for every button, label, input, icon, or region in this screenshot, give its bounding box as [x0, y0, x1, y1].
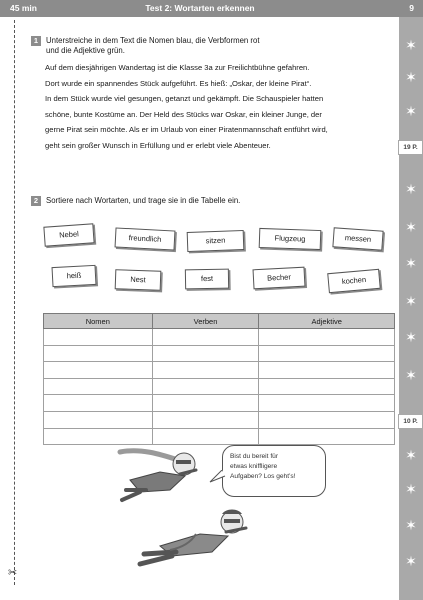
- answer-cell[interactable]: [259, 411, 395, 428]
- table-row: [44, 411, 395, 428]
- cut-line: [14, 20, 15, 585]
- table-row: [44, 345, 395, 362]
- star-icon: ✶: [405, 103, 417, 119]
- table-header-row: [44, 314, 395, 329]
- answer-cell[interactable]: [44, 411, 153, 428]
- word-card[interactable]: Nest: [115, 269, 162, 291]
- task2-instruction: Sortiere nach Wortarten, und trage sie in die Tabelle ein.: [46, 196, 241, 205]
- answer-cell[interactable]: [259, 329, 395, 346]
- word-sorting-table: [43, 313, 395, 445]
- story-line: geht sein großer Wunsch in Erfüllung und er erlebt viele Abenteuer.: [45, 140, 271, 150]
- table-row: [44, 362, 395, 379]
- word-card[interactable]: sitzen: [187, 230, 245, 252]
- answer-cell[interactable]: [152, 362, 259, 379]
- answer-cell[interactable]: [44, 329, 153, 346]
- star-icon: ✶: [405, 255, 417, 271]
- page-title: Test 2: Wortarten erkennen: [145, 3, 255, 13]
- star-icon: ✶: [405, 517, 417, 533]
- answer-cell[interactable]: [259, 345, 395, 362]
- star-icon: ✶: [405, 447, 417, 463]
- word-card[interactable]: heiß: [52, 265, 97, 287]
- star-icon: ✶: [405, 219, 417, 235]
- boy-hero-figure: [140, 510, 246, 565]
- task1-number: 1: [31, 36, 41, 46]
- scissors-icon: ✂: [8, 567, 18, 579]
- answer-cell[interactable]: [44, 345, 153, 362]
- table-row: [44, 329, 395, 346]
- bubble-line: Bist du bereit für: [230, 453, 279, 460]
- time-label: 45 min: [10, 3, 37, 13]
- star-icon: ✶: [405, 329, 417, 345]
- speech-bubble-tail: [208, 470, 228, 484]
- word-card[interactable]: fest: [185, 269, 229, 290]
- star-icon: ✶: [405, 181, 417, 197]
- girl-hero-figure: [120, 451, 196, 500]
- answer-cell[interactable]: [44, 378, 153, 395]
- answer-cell[interactable]: [152, 378, 259, 395]
- word-card[interactable]: Flugzeug: [259, 228, 322, 250]
- story-line: In dem Stück wurde viel gesungen, getanzt und gekämpft. Die Schauspieler hatten: [45, 94, 324, 103]
- column-header-nomen: Nomen: [44, 314, 153, 329]
- answer-cell[interactable]: [152, 411, 259, 428]
- story-line: Dort wurde ein spannendes Stück aufgeführt. Es hieß: „Oskar, der kleine Pirat“.: [45, 78, 312, 88]
- answer-cell[interactable]: [259, 362, 395, 379]
- speech-bubble-text: [230, 452, 320, 482]
- star-icon: ✶: [405, 367, 417, 383]
- table-row: [44, 395, 395, 412]
- star-icon: ✶: [405, 37, 417, 53]
- word-card[interactable]: Becher: [253, 267, 306, 290]
- answer-cell[interactable]: [152, 345, 259, 362]
- answer-cell[interactable]: [44, 362, 153, 379]
- star-icon: ✶: [405, 293, 417, 309]
- column-header-adjektive: Adjektive: [259, 314, 395, 329]
- word-card[interactable]: Nebel: [43, 223, 94, 246]
- star-icon: ✶: [405, 69, 417, 85]
- story-line: schöne, bunte Kostüme an. Der Held des Stücks war Oskar, ein kleiner Junge, der: [45, 109, 322, 119]
- star-icon: ✶: [405, 481, 417, 497]
- page-number: 9: [409, 3, 414, 13]
- header-bar: [0, 0, 423, 17]
- task1-instruction-line: und die Adjektive grün.: [46, 46, 125, 55]
- word-card[interactable]: freundlich: [115, 227, 176, 250]
- word-card[interactable]: messen: [332, 227, 383, 250]
- answer-cell[interactable]: [152, 395, 259, 412]
- story-line: gerne Pirat sein möchte. Als er im Urlaub von einer Piratenmannschaft entführt wird,: [45, 125, 328, 134]
- bubble-line: Aufgaben? Los geht’s!: [230, 473, 296, 480]
- star-icon: ✶: [405, 553, 417, 569]
- task2-number: 2: [31, 196, 41, 206]
- bubble-line: etwas kniffligere: [230, 463, 278, 470]
- word-card[interactable]: kochen: [327, 269, 381, 293]
- task1-instruction: [46, 36, 391, 56]
- story-line: Auf dem diesjährigen Wandertag ist die Klasse 3a zur Freilichtbühne gefahren.: [45, 63, 310, 72]
- answer-cell[interactable]: [259, 395, 395, 412]
- points-badge-task1: 19 P.: [398, 140, 423, 155]
- table-row: [44, 378, 395, 395]
- task1-story-text: [45, 60, 393, 153]
- column-header-verben: Verben: [152, 314, 259, 329]
- task1-instruction-line: Unterstreiche in dem Text die Nomen blau, die Verbformen rot: [46, 36, 260, 45]
- answer-cell[interactable]: [152, 329, 259, 346]
- answer-cell[interactable]: [259, 378, 395, 395]
- points-badge-task2: 10 P.: [398, 414, 423, 429]
- answer-cell[interactable]: [44, 395, 153, 412]
